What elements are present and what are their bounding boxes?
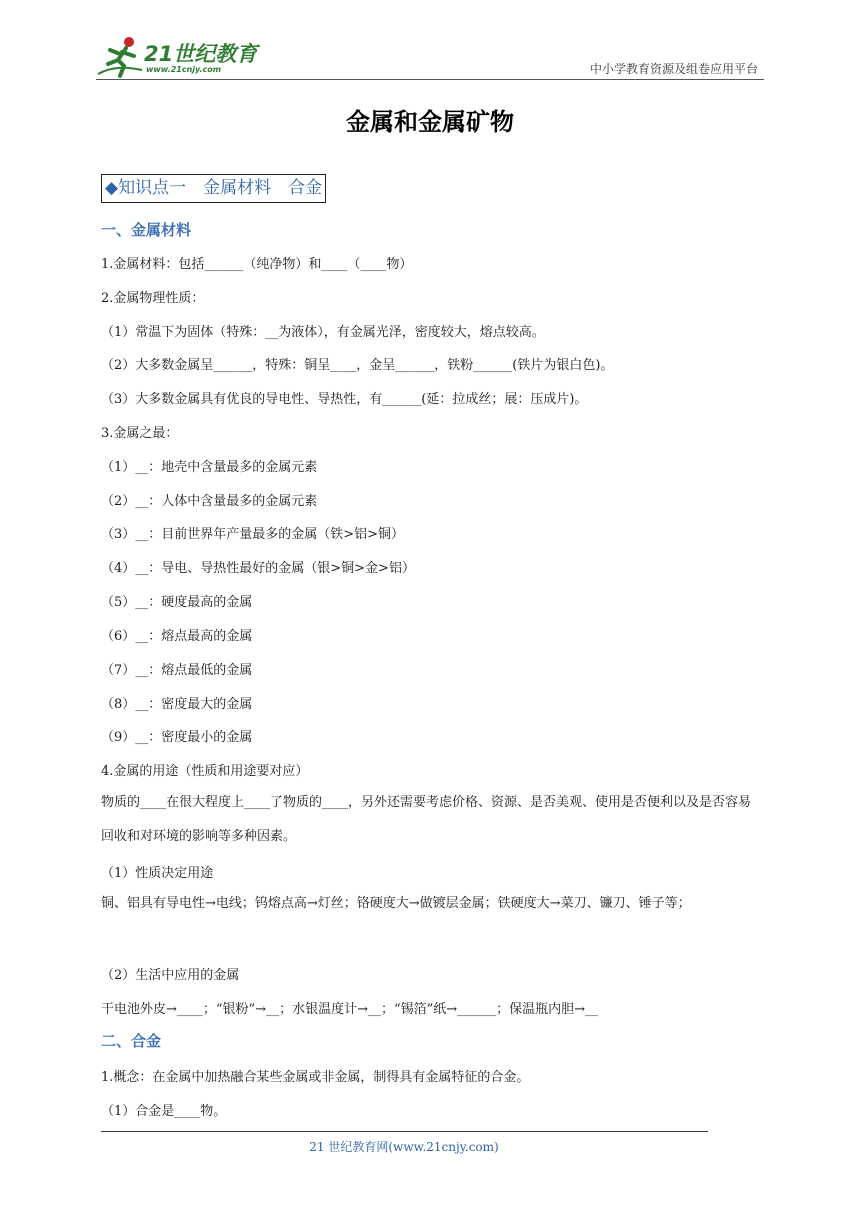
footer-divider (101, 1131, 708, 1132)
text-line: （9）__：密度最小的金属 (101, 730, 253, 745)
text-line: 3.金属之最： (101, 426, 179, 441)
page-footer: 21 世纪教育网(www.21cnjy.com) (309, 1140, 499, 1154)
text-line: （2）大多数金属呈______，特殊：铜呈____，金呈______，铁粉______(铁片为银白色)。 (101, 358, 614, 373)
text-line: 1.金属材料：包括______（纯净物）和____（____物） (101, 257, 413, 272)
text-line: （5）__：硬度最高的金属 (101, 595, 253, 610)
text-line: （1）合金是____物。 (101, 1104, 227, 1119)
text-paragraph: 物质的____在很大程度上____了物质的____，另外还需要考虑价格、资源、是否美观、使用是否便利以及是否容易回收和对环境的影响等多种因素。 (101, 795, 752, 844)
header-divider (96, 79, 764, 80)
text-line: 2.金属物理性质： (101, 291, 205, 306)
text-line: （1）常温下为固体（特殊：__为液体），有金属光泽，密度较大，熔点较高。 (101, 325, 545, 340)
site-logo (96, 34, 266, 78)
section-heading-metal-materials: 一、金属材料 (101, 221, 192, 239)
text-line: （2）生活中应用的金属 (101, 968, 240, 983)
text-line: （4）__：导电、导热性最好的金属（银>铜>金>铝） (101, 561, 415, 576)
page-title: 金属和金属矿物 (346, 108, 514, 136)
text-line: （6）__：熔点最高的金属 (101, 629, 253, 644)
logo-url: www.21cnjy.com (146, 65, 222, 74)
text-line: （7）__：熔点最低的金属 (101, 663, 253, 678)
text-line: （1）__：地壳中含量最多的金属元素 (101, 460, 318, 475)
text-line: 1.概念：在金属中加热融合某些金属或非金属，制得具有金属特征的合金。 (101, 1070, 530, 1085)
text-paragraph: 铜、铝具有导电性→电线；钨熔点高→灯丝；铬硬度大→做镀层金属；铁硬度大→菜刀、镰刀、锤子等； (101, 896, 691, 911)
page-header (96, 34, 764, 78)
text-line: 干电池外皮→____；“银粉”→__；水银温度计→__；“锡箔”纸→______；保温瓶内胆→__ (101, 1002, 599, 1017)
text-line: （1）性质决定用途 (101, 866, 214, 881)
runner-logo-icon (96, 34, 144, 78)
section-heading-alloys: 二、合金 (101, 1032, 162, 1050)
knowledge-point-heading: ◆知识点一 金属材料 合金 (101, 174, 326, 203)
logo-text: 21世纪教育 (144, 42, 258, 66)
platform-tagline: 中小学教育资源及组卷应用平台 (589, 62, 758, 76)
text-line: （2）__：人体中含量最多的金属元素 (101, 494, 318, 509)
text-line: （3）大多数金属具有优良的导电性、导热性，有______(延：拉成丝；展：压成片)。 (101, 392, 588, 407)
text-line: （3）__：目前世界年产量最多的金属（铁>铝>铜） (101, 527, 405, 542)
text-line: （8）__：密度最大的金属 (101, 697, 253, 712)
text-line: 4.金属的用途（性质和用途要对应） (101, 764, 309, 779)
